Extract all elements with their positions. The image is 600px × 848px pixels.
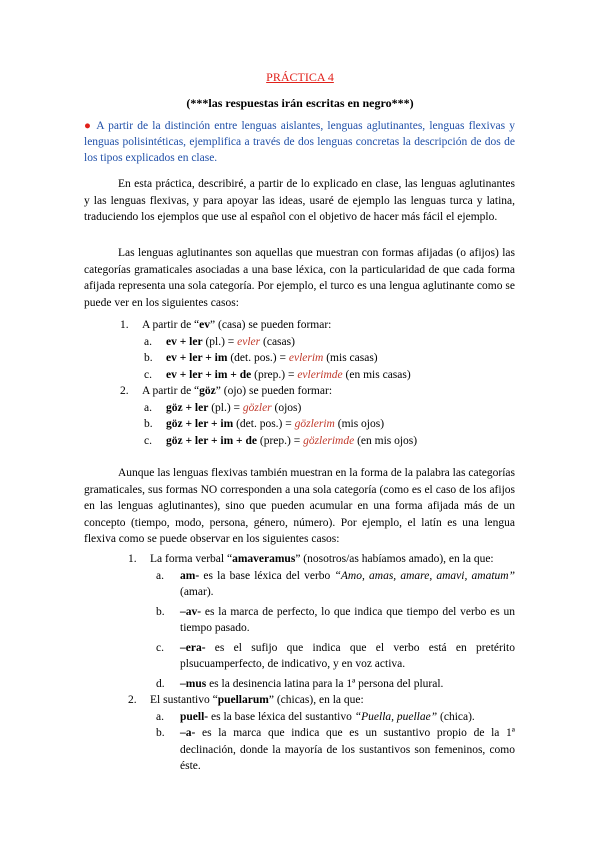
page-title: PRÁCTICA 4 [266, 70, 334, 84]
paragraph-intro: En esta práctica, describiré, a partir de lo explicado en clase, las lenguas aglutinantes y las lenguas flexivas, y para apoyar las ideas, usaré de ejemplo las lenguas turca y latina, traduciendo los ejemplos que use al español con el objetivo de hacer más fácil el ejemplo. [84, 178, 515, 223]
list-subitem: b. –av- es la marca de perfecto, lo que indica que tiempo del verbo es un tiempo pasado. [156, 605, 515, 634]
turkish-examples [120, 317, 417, 449]
list-subitem: c. göz + ler + im + de (prep.) = gözlerimde (en mis ojos) [144, 434, 418, 447]
list-subitem: b. ev + ler + im (det. pos.) = evlerim (mis casas) [144, 352, 378, 364]
list-subitem: b. –a- es la marca que indica que es un sustantivo propio de la 1ª declinación, donde la mayoría de los sustantivos son femeninos, como éste. [156, 727, 515, 772]
question-text [84, 118, 515, 166]
list-subitem: a. göz + ler (pl.) = gözler (ojos) [144, 401, 302, 414]
list-item: 1. A partir de “ev” (casa) se pueden formar: [120, 319, 332, 331]
bullet-icon: ● [84, 120, 93, 132]
paragraph-agglutinative: Las lenguas aglutinantes son aquellas que muestran con formas afijadas (o afijos) las categorías gramaticales asociadas a una base léxica, con la particularidad de que cada forma afijada representa una sola categoría. Por ejemplo, el turco es una lengua aglutinante como se puede ver en los siguientes casos: [84, 247, 515, 309]
list-item: 2. El sustantivo “puellarum” (chicas), en la que: [128, 694, 364, 706]
list-item: 1. La forma verbal “amaveramus” (nosotros/as habíamos amado), en la que: [128, 553, 494, 565]
paragraph-flexive: Aunque las lenguas flexivas también muestran en la forma de la palabra las categorías gramaticales, sus formas NO corresponden a una sola categoría (como es el caso de los afijos en las lenguas aglutinantes), sino que pueden acumular en una forma afijada más de un concepto (tiempo, modo, persona, género, número). Por ejemplo, el latín es una lengua flexiva como se puede observar en los siguientes casos: [84, 467, 515, 545]
list-subitem: a. am- es la base léxica del verbo “Amo, amas, amare, amavi, amatum” (amar). [156, 569, 515, 598]
list-subitem: d. –mus es la desinencia latina para la 1ª persona del plural. [156, 677, 444, 690]
list-subitem: b. göz + ler + im (det. pos.) = gözlerim (mis ojos) [144, 418, 385, 430]
list-subitem: a. puell- es la base léxica del sustantivo “Puella, puellae” (chica). [156, 710, 475, 723]
latin-examples [128, 551, 515, 775]
page-subtitle: (***las respuestas irán escritas en negro***) [186, 96, 414, 110]
list-subitem: c. –era- es el sufijo que indica que el verbo está en pretérito plsucuamperfecto, de indicativo, y en voz activa. [156, 641, 515, 670]
list-subitem: a. ev + ler (pl.) = evler (casas) [144, 335, 295, 348]
question-body: A partir de la distinción entre lenguas aislantes, lenguas aglutinantes, lenguas flexivas y lenguas polisintéticas, ejemplifica a través de dos lenguas concretas la descripción de dos de los tipos explicados en clase. [84, 120, 516, 164]
list-subitem: c. ev + ler + im + de (prep.) = evlerimde (en mis casas) [144, 368, 411, 381]
list-item: 2. A partir de “göz” (ojo) se pueden formar: [120, 385, 333, 397]
